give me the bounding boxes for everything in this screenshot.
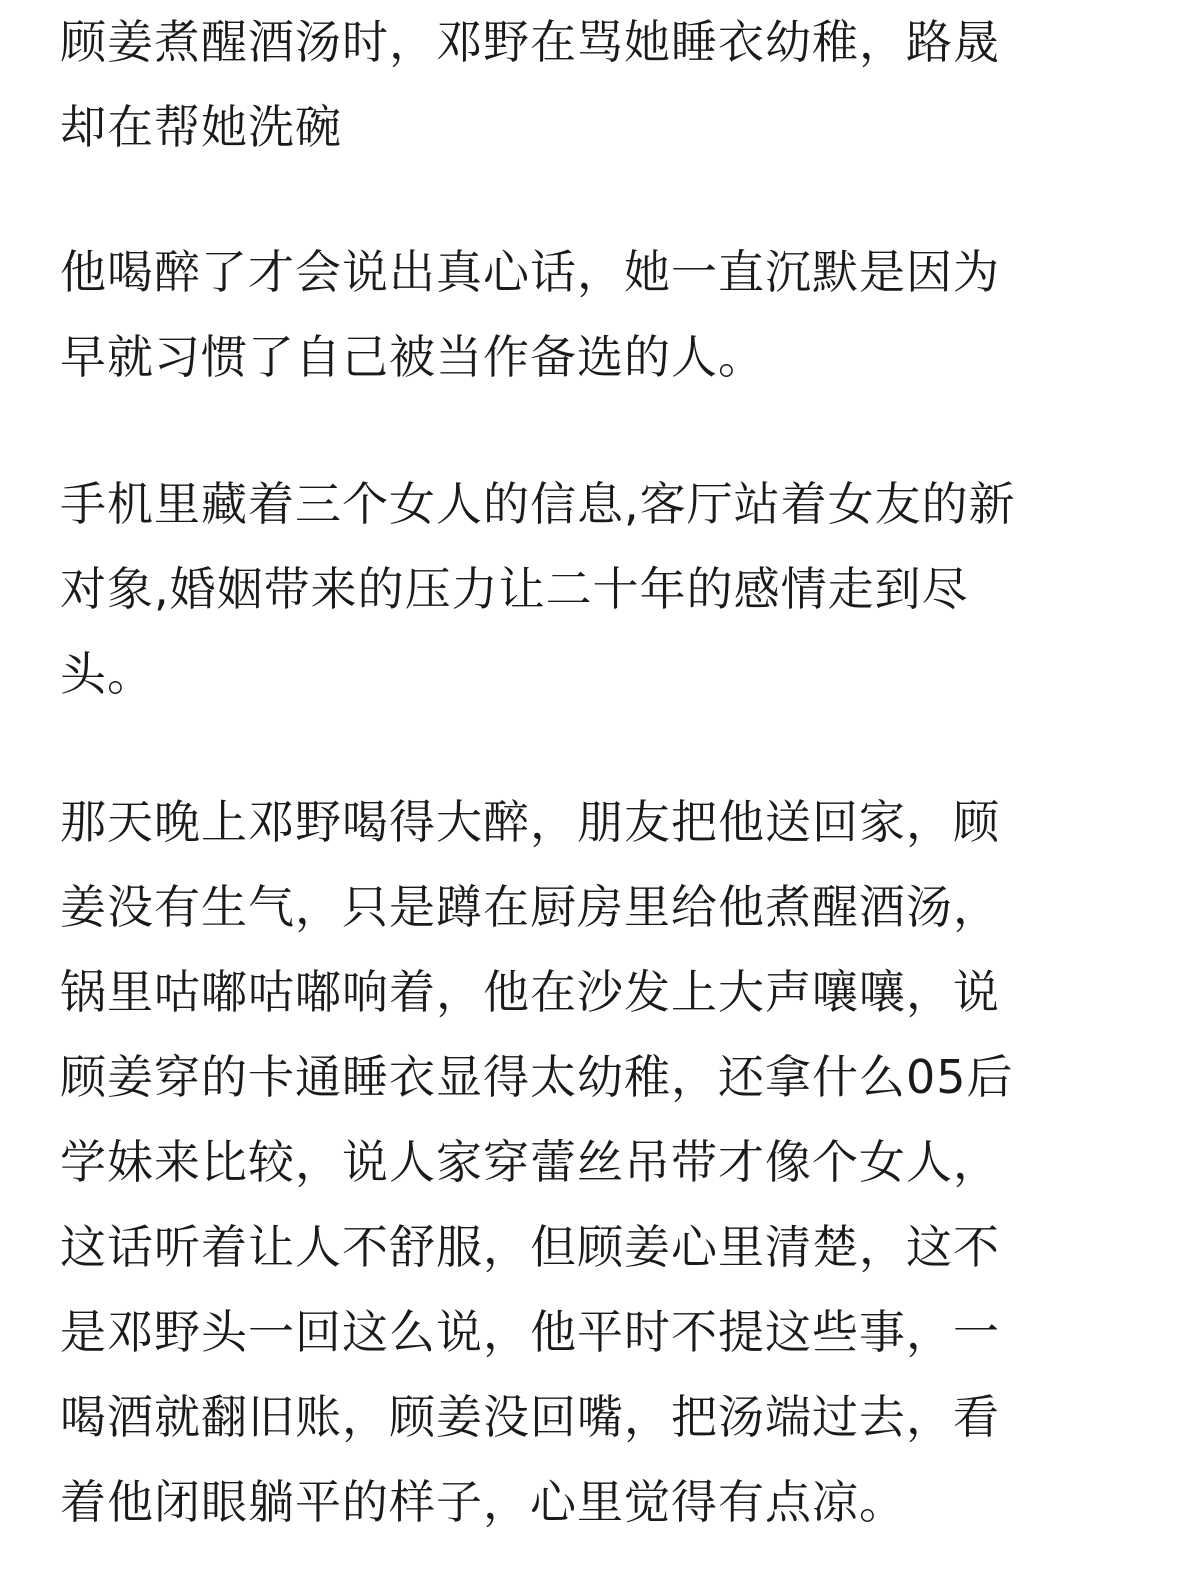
text-line: 却在帮她洗碗	[60, 100, 342, 154]
text-line: 姜没有生气，只是蹲在厨房里给他煮醒酒汤，	[60, 880, 1000, 934]
paragraph-4	[60, 780, 1115, 1545]
text-line: 他喝醉了才会说出真心话，她一直沉默是因为	[60, 245, 1000, 299]
text-line: 这话听着让人不舒服，但顾姜心里清楚，这不	[60, 1220, 1000, 1274]
text-line: 是邓野头一回这么说，他平时不提这些事，一	[60, 1305, 1000, 1359]
text-line: 手机里藏着三个女人的信息,客厅站着女友的新	[60, 477, 1016, 531]
text-line: 顾姜穿的卡通睡衣显得太幼稚，还拿什么05后	[60, 1050, 1014, 1104]
text-line: 头。	[60, 647, 154, 701]
paragraph-1	[60, 0, 1115, 170]
text-line: 着他闭眼躺平的样子，心里觉得有点凉。	[60, 1475, 906, 1529]
text-line: 学妹来比较，说人家穿蕾丝吊带才像个女人，	[60, 1135, 1000, 1189]
paragraph-3	[60, 462, 1115, 717]
text-line: 喝酒就翻旧账，顾姜没回嘴，把汤端过去，看	[60, 1390, 1000, 1444]
text-line: 顾姜煮醒酒汤时，邓野在骂她睡衣幼稚，路晟	[60, 15, 1000, 69]
text-line: 早就习惯了自己被当作备选的人。	[60, 330, 765, 384]
text-line: 锅里咕嘟咕嘟响着，他在沙发上大声嚷嚷，说	[60, 965, 1000, 1019]
paragraph-2	[60, 230, 1115, 400]
text-line: 对象,婚姻带来的压力让二十年的感情走到尽	[60, 562, 969, 616]
text-line: 那天晚上邓野喝得大醉，朋友把他送回家，顾	[60, 795, 1000, 849]
